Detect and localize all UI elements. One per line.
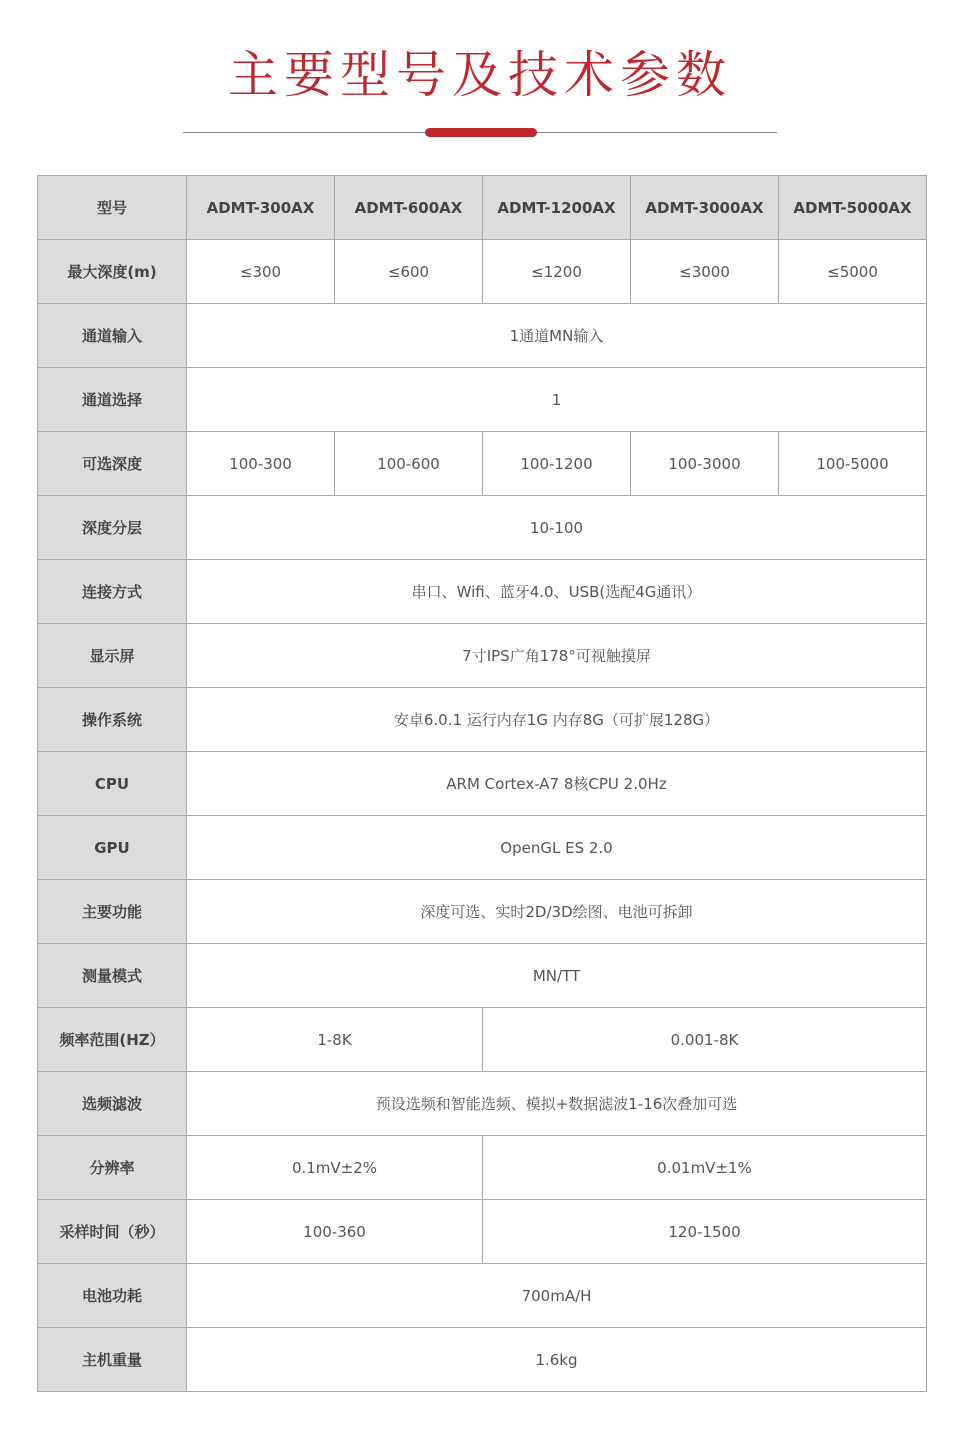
spec-value-cell: MN/TT — [187, 944, 927, 1008]
spec-row — [38, 688, 927, 752]
spec-label-cell: 分辨率 — [38, 1136, 187, 1200]
model-header-cell: ADMT-5000AX — [779, 176, 927, 240]
spec-value-cell: ≤3000 — [631, 240, 779, 304]
spec-label-cell: 最大深度(m) — [38, 240, 187, 304]
model-header-cell: ADMT-300AX — [187, 176, 335, 240]
spec-value-cell: ≤1200 — [483, 240, 631, 304]
spec-row — [38, 304, 927, 368]
spec-label-cell: CPU — [38, 752, 187, 816]
spec-value-cell: ≤600 — [335, 240, 483, 304]
spec-value-cell: 0.001-8K — [483, 1008, 927, 1072]
spec-label-cell: 主要功能 — [38, 880, 187, 944]
spec-value-cell: 700mA/H — [187, 1264, 927, 1328]
spec-row — [38, 560, 927, 624]
spec-row — [38, 432, 927, 496]
spec-value-cell: 1.6kg — [187, 1328, 927, 1392]
spec-label-cell: 通道选择 — [38, 368, 187, 432]
spec-value-cell: 100-600 — [335, 432, 483, 496]
spec-row — [38, 1200, 927, 1264]
model-header-cell: ADMT-1200AX — [483, 176, 631, 240]
spec-value-cell: ≤5000 — [779, 240, 927, 304]
spec-row — [38, 944, 927, 1008]
spec-value-cell: 100-5000 — [779, 432, 927, 496]
model-header-cell: ADMT-3000AX — [631, 176, 779, 240]
spec-value-cell: 100-1200 — [483, 432, 631, 496]
spec-label-cell: 通道输入 — [38, 304, 187, 368]
spec-value-cell: OpenGL ES 2.0 — [187, 816, 927, 880]
spec-value-cell: 1通道MN输入 — [187, 304, 927, 368]
spec-row — [38, 368, 927, 432]
spec-value-cell: 120-1500 — [483, 1200, 927, 1264]
spec-label-cell: 频率范围(HZ） — [38, 1008, 187, 1072]
spec-label-cell: 连接方式 — [38, 560, 187, 624]
spec-table — [37, 175, 927, 1392]
spec-label-cell: 采样时间（秒） — [38, 1200, 187, 1264]
spec-value-cell: 1 — [187, 368, 927, 432]
spec-value-cell: 0.1mV±2% — [187, 1136, 483, 1200]
model-header-cell: ADMT-600AX — [335, 176, 483, 240]
spec-value-cell: 串口、Wifi、蓝牙4.0、USB(选配4G通讯） — [187, 560, 927, 624]
spec-value-cell: 10-100 — [187, 496, 927, 560]
title-divider-accent — [425, 128, 537, 137]
spec-row — [38, 1328, 927, 1392]
spec-value-cell: 深度可选、实时2D/3D绘图、电池可拆卸 — [187, 880, 927, 944]
header-row — [38, 176, 927, 240]
spec-value-cell: 100-360 — [187, 1200, 483, 1264]
spec-value-cell: ARM Cortex-A7 8核CPU 2.0Hz — [187, 752, 927, 816]
spec-label-cell: 深度分层 — [38, 496, 187, 560]
spec-value-cell: 100-3000 — [631, 432, 779, 496]
spec-label-cell: 选频滤波 — [38, 1072, 187, 1136]
spec-label-cell: GPU — [38, 816, 187, 880]
spec-label-cell: 电池功耗 — [38, 1264, 187, 1328]
spec-row — [38, 624, 927, 688]
spec-table-body — [38, 176, 927, 1392]
spec-row — [38, 1008, 927, 1072]
spec-label-cell: 测量模式 — [38, 944, 187, 1008]
spec-value-cell: 1-8K — [187, 1008, 483, 1072]
spec-row — [38, 816, 927, 880]
spec-row — [38, 496, 927, 560]
spec-row — [38, 1072, 927, 1136]
spec-value-cell: 预设选频和智能选频、模拟+数据滤波1-16次叠加可选 — [187, 1072, 927, 1136]
spec-value-cell: 安卓6.0.1 运行内存1G 内存8G（可扩展128G） — [187, 688, 927, 752]
page-title: 主要型号及技术参数 — [228, 46, 732, 104]
spec-row — [38, 880, 927, 944]
spec-label-cell: 可选深度 — [38, 432, 187, 496]
spec-value-cell: 100-300 — [187, 432, 335, 496]
spec-row — [38, 240, 927, 304]
spec-row — [38, 1264, 927, 1328]
spec-row — [38, 1136, 927, 1200]
spec-label-cell: 操作系统 — [38, 688, 187, 752]
spec-value-cell: ≤300 — [187, 240, 335, 304]
spec-label-cell: 主机重量 — [38, 1328, 187, 1392]
spec-value-cell: 7寸IPS广角178°可视触摸屏 — [187, 624, 927, 688]
spec-row — [38, 752, 927, 816]
header-label-cell: 型号 — [38, 176, 187, 240]
spec-label-cell: 显示屏 — [38, 624, 187, 688]
spec-value-cell: 0.01mV±1% — [483, 1136, 927, 1200]
